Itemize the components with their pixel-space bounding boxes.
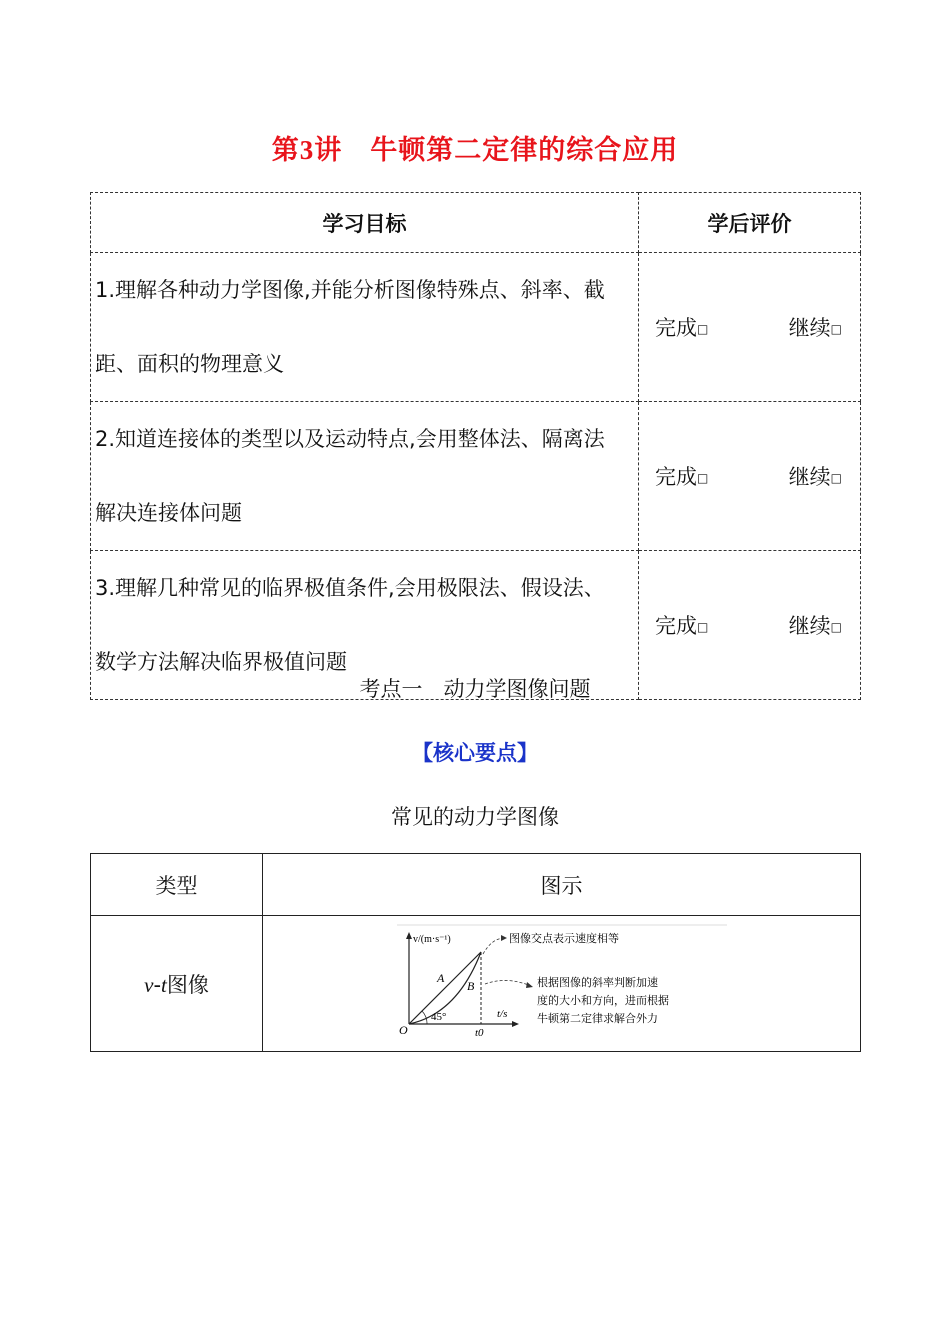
vt-graph-figure — [397, 924, 727, 1044]
table-row — [91, 402, 861, 551]
goal-text: 2.知道连接体的类型以及运动特点,会用整体法、隔离法 解决连接体问题 — [91, 402, 639, 551]
core-points-heading: 【核心要点】 — [412, 741, 538, 765]
graph-types-table — [90, 853, 861, 1052]
learning-goals-table — [90, 192, 861, 700]
done-checkbox[interactable]: 完成□ — [655, 465, 709, 489]
angle-arc — [422, 1011, 427, 1024]
eval-cell — [639, 253, 861, 402]
type-cell: v-t图像 — [91, 916, 263, 1052]
figure-cell — [263, 916, 861, 1052]
angle-label: 45° — [430, 1010, 446, 1023]
done-checkbox[interactable]: 完成□ — [655, 316, 709, 340]
origin-label: O — [398, 1022, 408, 1037]
title-prefix: 第 — [271, 135, 300, 166]
title-topic: 牛顿第二定律的综合应用 — [370, 135, 679, 166]
table-row — [91, 253, 861, 402]
line-b-label: B — [466, 978, 474, 993]
page-title — [0, 128, 950, 167]
title-number: 3 — [299, 135, 315, 165]
note1-text: 图像交点表示速度相等 — [508, 931, 619, 945]
section-heading: 考点一 动力学图像问题 — [359, 677, 591, 701]
continue-checkbox[interactable]: 继续□ — [788, 465, 842, 489]
figure-header: 图示 — [263, 854, 861, 916]
title-lecture: 讲 — [314, 135, 343, 166]
goals-header: 学习目标 — [91, 193, 639, 253]
continue-checkbox[interactable]: 继续□ — [788, 614, 842, 638]
y-axis-label: v/(m·s⁻¹) — [412, 933, 451, 945]
goal-text: 1.理解各种动力学图像,并能分析图像特殊点、斜率、截 距、面积的物理意义 — [91, 253, 639, 402]
t0-label: t0 — [474, 1026, 484, 1039]
note2-line: 牛顿第二定律求解合外力 — [536, 1011, 658, 1025]
goal-text: 3.理解几种常见的临界极值条件,会用极限法、假设法、 数学方法解决临界极值问题 — [91, 551, 639, 700]
done-checkbox[interactable]: 完成□ — [655, 614, 709, 638]
note2-arrow — [485, 980, 531, 986]
type-header: 类型 — [91, 854, 263, 916]
continue-checkbox[interactable]: 继续□ — [788, 316, 842, 340]
x-axis-label: t/s — [496, 1007, 507, 1020]
table-row — [91, 916, 861, 1052]
eval-cell — [639, 402, 861, 551]
subsection-heading: 常见的动力学图像 — [391, 805, 559, 829]
line-a-label: A — [436, 970, 444, 985]
note2-line: 根据图像的斜率判断加速 — [536, 975, 658, 989]
note2-line: 度的大小和方向，进而根据 — [536, 993, 669, 1007]
eval-header: 学后评价 — [639, 193, 861, 253]
